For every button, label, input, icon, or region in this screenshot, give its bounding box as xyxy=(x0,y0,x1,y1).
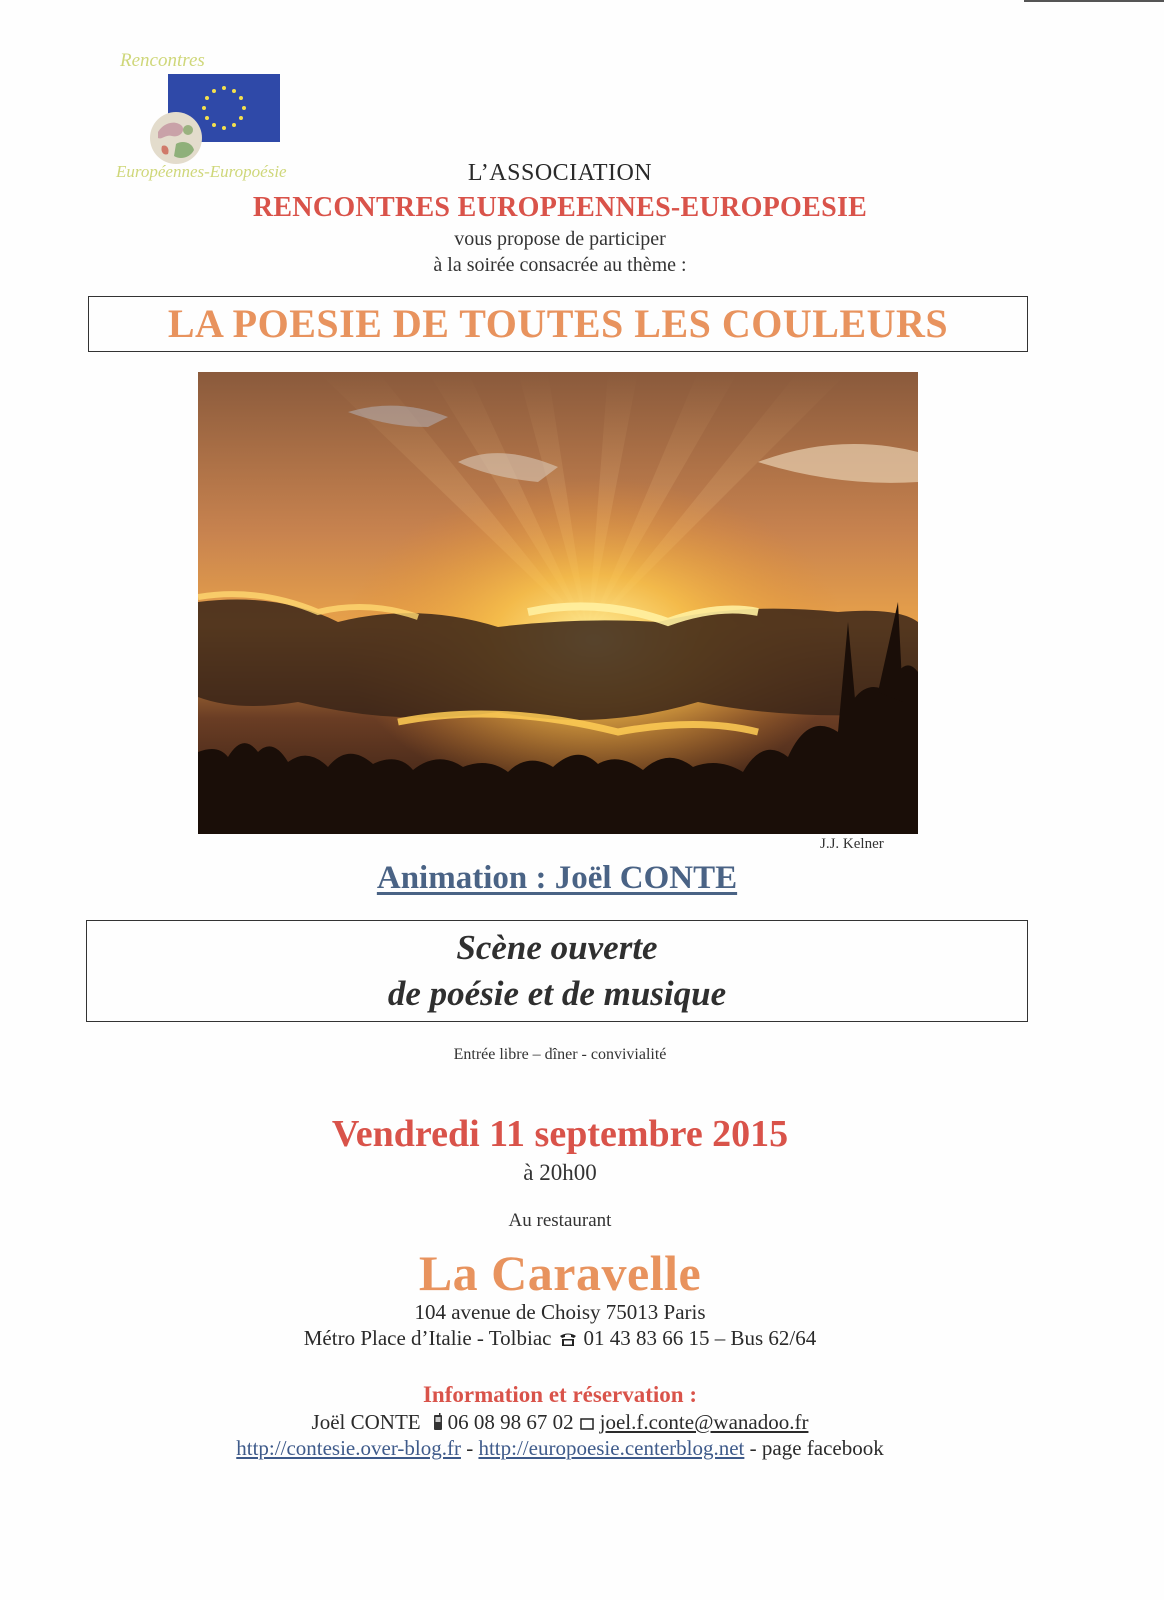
scene-line-2: de poésie et de musique xyxy=(387,974,727,1013)
venue-phone: 01 43 83 66 15 – Bus 62/64 xyxy=(583,1326,817,1350)
venue-address: 104 avenue de Choisy 75013 Paris xyxy=(414,1300,706,1324)
scene-line-1: Scène ouverte xyxy=(456,928,658,967)
contact-line xyxy=(0,1410,1120,1435)
contact-email-link[interactable]: joel.f.conte@wanadoo.fr xyxy=(599,1410,809,1434)
invite-line-2: à la soirée consacrée au thème : xyxy=(433,254,687,276)
scene-box xyxy=(86,920,1028,1022)
venue-name: La Caravelle xyxy=(418,1245,702,1301)
theme-box xyxy=(88,296,1028,352)
theme-title: LA POESIE DE TOUTES LES COULEURS xyxy=(167,301,949,346)
venue-metro: Métro Place d’Italie - Tolbiac xyxy=(303,1326,552,1350)
links-line xyxy=(0,1436,1120,1461)
scan-edge-line xyxy=(1024,0,1164,2)
phone-icon xyxy=(559,1327,577,1341)
association-name: RENCONTRES EUROPEENNES-EUROPOESIE xyxy=(252,192,868,223)
photo-credit: J.J. Kelner xyxy=(820,836,884,852)
mobile-phone-icon xyxy=(433,1412,443,1430)
association-heading: L’ASSOCIATION xyxy=(467,160,653,186)
event-date: Vendredi 11 septembre 2015 xyxy=(331,1113,789,1155)
sunset-photo xyxy=(198,372,918,834)
links-separator: - xyxy=(460,1436,479,1460)
logo-top-text: Rencontres xyxy=(120,50,205,71)
entree-line: Entrée libre – dîner - convivialité xyxy=(453,1046,667,1063)
contact-name: Joël CONTE xyxy=(311,1410,421,1434)
invite-line-1: vous propose de participer xyxy=(454,228,666,250)
logo-bottom-text: Européennes-Europoésie xyxy=(116,162,287,181)
venue-intro: Au restaurant xyxy=(508,1210,612,1231)
animation-text: Animation : Joël CONTE xyxy=(376,860,738,896)
venue-metro-line xyxy=(0,1326,1120,1351)
globe-icon xyxy=(148,110,204,166)
info-title: Information et réservation : xyxy=(422,1382,697,1407)
mail-icon xyxy=(580,1411,594,1423)
blog-link-europoesie[interactable]: http://europoesie.centerblog.net xyxy=(478,1436,745,1460)
contact-mobile: 06 08 98 67 02 xyxy=(447,1410,574,1434)
animation-line xyxy=(0,860,1114,897)
blog-link-contesie[interactable]: http://contesie.over-blog.fr xyxy=(236,1436,461,1460)
event-time: à 20h00 xyxy=(523,1160,597,1185)
facebook-text: - page facebook xyxy=(744,1436,884,1460)
